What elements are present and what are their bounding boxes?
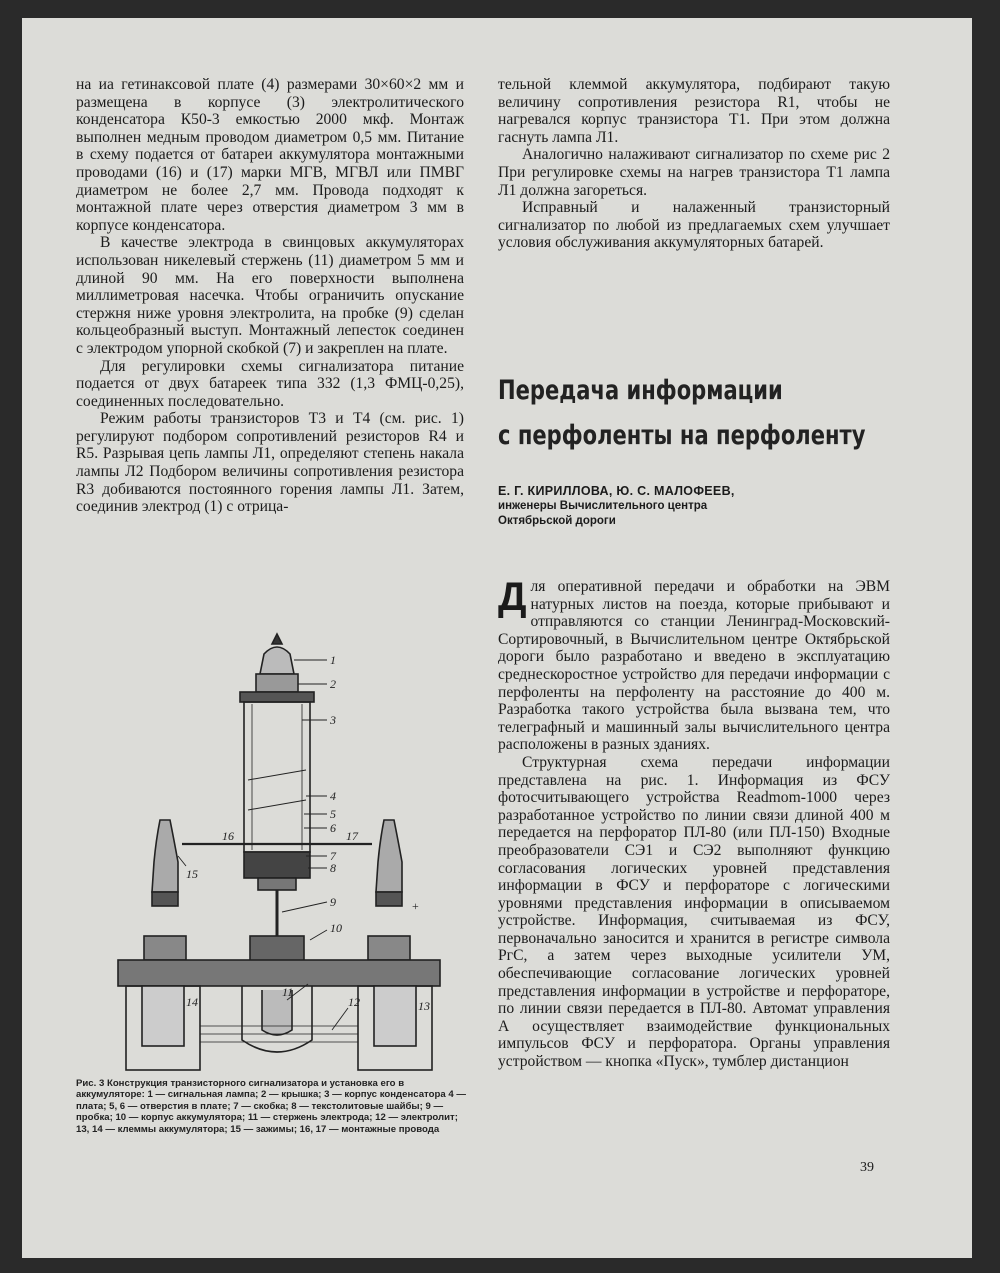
article-title-line-1: Передача информации [498, 375, 783, 406]
left-paragraph-2: В качестве электрода в свинцовых аккумуляторах использован никелевый стержень (11) диаметром 5 мм и длиной 90 мм. На его поверхности выполнена миллиметровая насечка. Чтобы ограничить опускание стержня ниже уровня электролита, на пробке (9) сделан кольцеобразный выступ. Монтажный лепесток соединен с электродом упорной скобкой (7) и закреплен на плате. [76, 234, 464, 357]
page-number: 39 [860, 1160, 874, 1175]
left-paragraph-3: Для регулировки схемы сигнализатора питание подается от двух батареек типа 332 (1,3 ФМЦ-0,25), соединенных последовательно. [76, 357, 464, 410]
article-paragraph-1 [498, 575, 890, 754]
figure-label-14: 14 [186, 995, 198, 1009]
article-paragraph-2: Структурная схема передачи информации представлена на рис. 1. Информация из ФСУ фотосчитывающего устройства Readmom-1000 через разработанное устройство по линии связи длиной 400 м передается на перфоратор ПЛ-80 (или ПЛ-150) Входные преобразователи СЭ1 и СЭ2 выполняют функцию согласования логических уровней представления информации в ФСУ и перфораторе с логическими уровнями представления информации в описываемом устройстве. Информация, считываемая из ФСУ, первоначально заносится и хранится в регистре символа РгС, а затем через выходные усилители УМ, обеспечивающие согласование логических уровней представления информации в устройстве и перфораторе, по линии связи передается в ПЛ-80. Автомат управления А осуществляет взаимодействие функциональных импульсов ФСУ и перфоратора. Органы управления устройством — кнопка «Пуск», тумблер дистанцион [498, 753, 890, 1071]
figure-label-3: 3 [330, 713, 336, 727]
figure-label-9: 9 [330, 895, 336, 909]
article-body [498, 575, 890, 1071]
figure-label-1: 1 [330, 653, 336, 667]
figure-label-5: 5 [330, 807, 336, 821]
author-role-line-2: Октябрьской дороги [498, 515, 616, 527]
article-byline [498, 484, 898, 529]
figure-label-16: 16 [222, 829, 234, 843]
left-column [76, 76, 464, 516]
author-names: Е. Г. КИРИЛЛОВА, Ю. С. МАЛОФЕЕВ, [498, 484, 735, 498]
figure-label-6: 6 [330, 821, 336, 835]
left-paragraph-1: на иа гетинаксовой плате (4) размерами 30×60×2 мм и размещена в корпусе (3) электролитического конденсатора К50-3 емкостью 2000 мкф. Монтаж выполнен медным проводом диаметром 0,5 мм. Питание в схему подается от батареи аккумулятора монтажными проводами (16) и (17) марки МГВ, МГВЛ или ПМВГ диаметром не более 2,7 мм. Провода подходят к монтажной плате через отверстия диаметром 3 мм в корпусе конденсатора. [76, 76, 464, 234]
article-title [498, 368, 866, 458]
figure-caption: Рис. 3 Конструкция транзисторного сигнализатора и установка его в аккумуляторе: 1 — сигнальная лампа; 2 — крышка; 3 — корпус конденсатора 4 — плата; 5, 6 — отверстия в плате; 7 — скобка; 8 — текстолитовые шайбы; 9 — пробка; 10 — корпус аккумулятора; 11 — стержень электрода; 12 — электролит; 13, 14 — клеммы аккумулятора; 15 — зажимы; 16, 17 — монтажные провода [76, 1078, 466, 1135]
right-paragraph-3: Исправный и налаженный транзисторный сигнализатор по любой из предлагаемых схем улучшает условия обслуживания аккумуляторных батарей. [498, 199, 890, 252]
article-title-line-2: с перфоленты на перфоленту [498, 420, 866, 451]
figure-label-11: 11 [282, 985, 294, 999]
figure-label-13: 13 [418, 999, 430, 1013]
right-paragraph-2: Аналогично налаживают сигнализатор по схеме рис 2 При регулировке схемы на нагрев транзистора Т1 лампа Л1 должна загореться. [498, 146, 890, 199]
figure-label-15: 15 [186, 867, 198, 881]
figure-label-12: 12 [348, 995, 360, 1009]
figure-label-10: 10 [330, 921, 342, 935]
article-paragraph-1-text: ля оперативной передачи и обработки на ЭВМ натурных листов на поезда, которые прибывают и отправляются со станции Ленинград-Московский-Сортировочный, в Вычислительном центре Октябрьской дороги было разработано и введено в эксплуатацию среднескоростное устройство для передачи информации с перфоленты на перфоленту на расстояние до 400 м. Разработка такого устройства была вызвана тем, что телеграфный и машинный залы вычислительного центра расположены в разных зданиях. [498, 578, 890, 754]
magazine-page [22, 18, 972, 1258]
figure-label-2: 2 [330, 677, 336, 691]
figure-label-17: 17 [346, 829, 358, 843]
figure-label-plus: + [412, 899, 419, 913]
left-paragraph-4: Режим работы транзисторов Т3 и Т4 (см. рис. 1) регулируют подбором сопротивлений резисторов R4 и R5. Разрывая цепь лампы Л1, определяют степень накала лампы Л2 Подбором величины сопротивления резистора R3 добиваются постоянного горения лампы Л1. Затем, соединив электрод (1) с отрица- [76, 410, 464, 516]
right-paragraph-1: тельной клеммой аккумулятора, подбирают такую величину сопротивления резистора R1, чтобы не нагревался корпус транзистора Т1. При этом должна гаснуть лампа Л1. [498, 76, 890, 146]
figure-label-7: 7 [330, 849, 336, 863]
figure-label-4: 4 [330, 789, 336, 803]
right-column-top [498, 76, 890, 252]
signalizer-construction-drawing [82, 630, 472, 1076]
figure-label-8: 8 [330, 861, 336, 875]
drop-cap: Д [498, 575, 527, 619]
author-role-line-1: инженеры Вычислительного центра [498, 500, 708, 512]
